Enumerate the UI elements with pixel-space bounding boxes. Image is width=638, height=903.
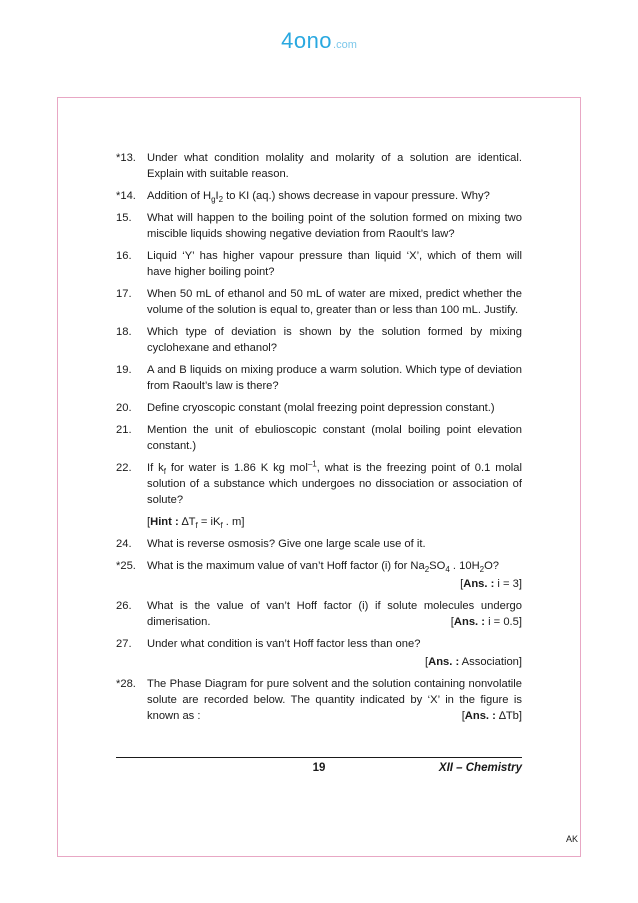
question-text: If $k_f$ for water is 1.86 K kg mol$^{-1}$, what is the freezing point of 0.1 molal solution of a substance which undergoes no dissociation or association of solute? (147, 459, 522, 506)
question-text: A and B liquids on mixing produce a warm solution. Which type of deviation from Raoult’s law is there? (147, 364, 522, 392)
answer-27: [Ans. : Association] (425, 656, 522, 668)
answer-26: [Ans. : i = 0.5] (450, 616, 522, 628)
question-24 (116, 536, 522, 552)
page-number: 19 (312, 762, 326, 774)
answer-28: [Ans. : ∆Tb] (461, 710, 522, 722)
question-26 (116, 598, 522, 630)
question-25 (116, 558, 522, 574)
question-text: Under what condition is van’t Hoff factor less than one? (147, 638, 421, 650)
question-text: Liquid ‘Y’ has higher vapour pressure than liquid ‘X’, which of them will have higher boiling point? (147, 250, 522, 278)
question-number: 21. (116, 424, 132, 436)
question-number: 20. (116, 402, 132, 414)
logo-text: 4ono (281, 28, 333, 53)
question-number: 19. (116, 364, 132, 376)
question-text: What is the value of van’t Hoff factor (i) if solute molecules undergo dimerisation. [Ans. : i = 0.5] (147, 600, 522, 628)
corner-mark: AK (565, 834, 578, 844)
subject-label: XII – Chemistry (438, 762, 522, 774)
question-number: 26. (116, 600, 132, 612)
question-19 (116, 362, 522, 394)
question-number: *25. (116, 560, 136, 572)
question-number: 27. (116, 638, 132, 650)
footer-rule (116, 757, 522, 758)
question-number: 18. (116, 326, 132, 338)
question-number: 24. (116, 538, 132, 550)
question-number: 17. (116, 288, 132, 300)
question-number: *28. (116, 678, 136, 690)
question-text: Define cryoscopic constant (molal freezing point depression constant.) (147, 402, 495, 414)
hint-label: Hint : (150, 516, 179, 528)
question-text: When 50 mL of ethanol and 50 mL of water are mixed, predict whether the volume of the solution is equal to, greater than or less than 100 mL. Justify. (147, 288, 522, 316)
question-21 (116, 422, 522, 454)
site-logo (0, 28, 638, 54)
question-list (116, 150, 522, 730)
question-17 (116, 286, 522, 318)
question-text: What is the maximum value of van’t Hoff factor (i) for $Na_2SO_4$ . $10H_2O$? (147, 560, 500, 575)
question-number: *13. (116, 152, 136, 164)
question-text: What is reverse osmosis? Give one large scale use of it. (147, 538, 426, 550)
question-text: Addition of $H_gI_2$ to KI (aq.) shows decrease in vapour pressure. Why? (147, 190, 490, 205)
question-13 (116, 150, 522, 182)
question-number: 15. (116, 212, 132, 224)
question-text: What will happen to the boiling point of the solution formed on mixing two miscible liquids showing negative deviation from Raoult’s law? (147, 212, 522, 240)
question-number: 22. (116, 462, 132, 474)
question-text: Under what condition molality and molarity of a solution are identical. Explain with suitable reason. (147, 152, 522, 180)
question-number: 16. (116, 250, 132, 262)
question-text: Mention the unit of ebulioscopic constant (molal boiling point elevation constant.) (147, 424, 522, 452)
question-28 (116, 676, 522, 724)
question-16 (116, 248, 522, 280)
question-18 (116, 324, 522, 356)
question-text: Which type of deviation is shown by the solution formed by mixing cyclohexane and ethanol? (147, 326, 522, 354)
answer-25: [Ans. : i = 3] (460, 578, 522, 590)
question-15 (116, 210, 522, 242)
question-22 (116, 460, 522, 508)
hint-22: [Hint : $\Delta T_f = iK_f$ . m] (147, 516, 245, 531)
question-14 (116, 188, 522, 204)
question-27 (116, 636, 522, 652)
question-number: *14. (116, 190, 136, 202)
logo-suffix: .com (333, 39, 357, 51)
question-20 (116, 400, 522, 416)
question-text: The Phase Diagram for pure solvent and the solution containing nonvolatile solute are recorded below. The quantity indicated by ‘X’ in the figure is known as : [Ans. : ∆Tb] (147, 678, 522, 722)
